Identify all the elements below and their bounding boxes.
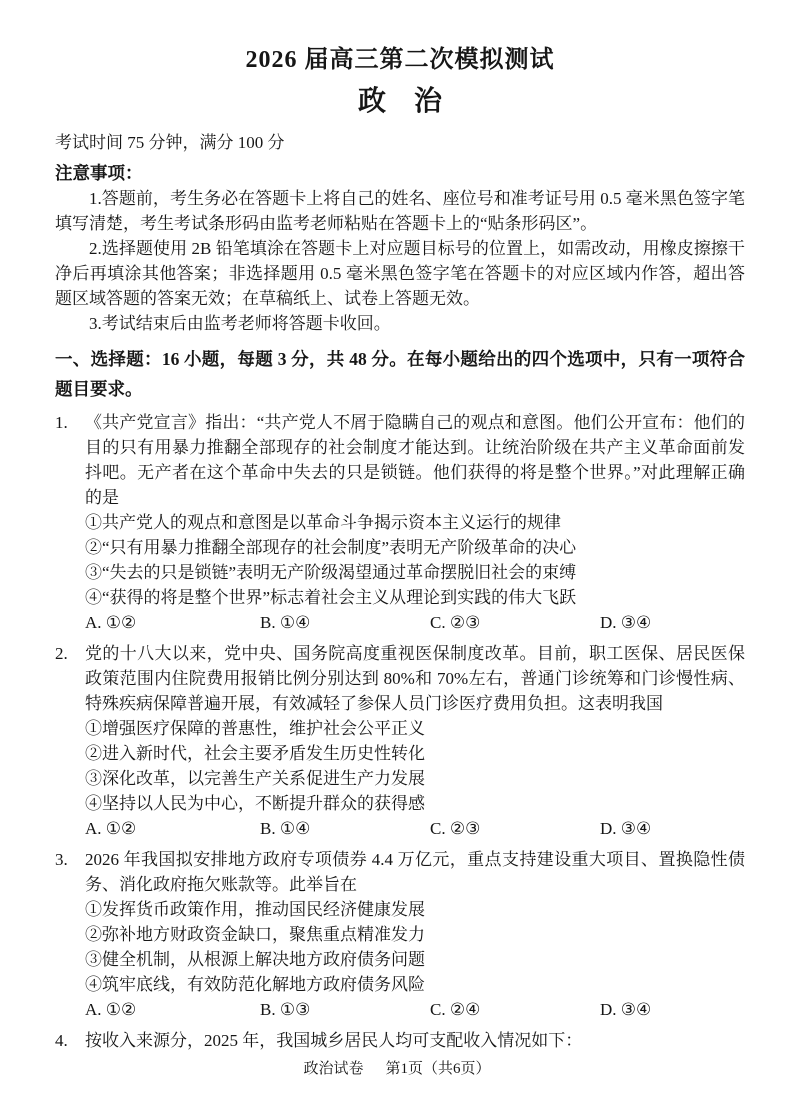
question-3-choice-b: B. ①③ xyxy=(260,1000,311,1019)
question-2-choice-d: D. ③④ xyxy=(600,819,652,838)
question-2-choice-c: C. ②③ xyxy=(430,819,481,838)
question-2-number: 2. xyxy=(55,644,68,663)
question-3-option-3: ③健全机制，从根源上解决地方政府债务问题 xyxy=(85,950,425,969)
question-2-body xyxy=(85,641,745,841)
page-footer xyxy=(0,1059,794,1079)
question-1 xyxy=(55,410,745,635)
question-3-option-4: ④筑牢底线，有效防范化解地方政府债务风险 xyxy=(85,975,425,994)
question-3-choice-a: A. ①② xyxy=(85,1000,137,1019)
question-2 xyxy=(55,641,745,841)
section-heading: 一、选择题：16 小题，每题 3 分，共 48 分。在每小题给出的四个选项中，只有一项符合题目要求。 xyxy=(55,349,745,399)
question-1-choice-a: A. ①② xyxy=(85,613,137,632)
notice-item-3: 3.考试结束后由监考老师将答题卡收回。 xyxy=(89,314,391,333)
question-1-choice-d: D. ③④ xyxy=(600,613,652,632)
question-1-choice-b: B. ①④ xyxy=(260,613,311,632)
question-4 xyxy=(55,1028,745,1053)
notice-item-1: 1.答题前，考生务必在答题卡上将自己的姓名、座位号和准考证号用 0.5 毫米黑色签字笔填写清楚，考生考试条形码由监考老师粘贴在答题卡上的“贴条形码区”。 xyxy=(55,189,745,233)
question-1-option-1: ①共产党人的观点和意图是以革命斗争揭示资本主义运行的规律 xyxy=(85,513,561,532)
exam-title: 2026 届高三第二次模拟测试 xyxy=(245,47,555,73)
question-1-option-3: ③“失去的只是锁链”表明无产阶级渴望通过革命摆脱旧社会的束缚 xyxy=(85,563,577,582)
footer-paper-label: 政治试卷 xyxy=(303,1061,364,1077)
question-3-answer-choices xyxy=(85,997,745,1022)
question-4-body xyxy=(85,1028,745,1053)
question-2-option-4: ④坚持以人民为中心，不断提升群众的获得感 xyxy=(85,794,425,813)
question-3-option-1: ①发挥货币政策作用，推动国民经济健康发展 xyxy=(85,900,425,919)
question-4-number: 4. xyxy=(55,1031,68,1050)
notice-heading: 注意事项： xyxy=(55,163,143,183)
question-2-stem: 党的十八大以来，党中央、国务院高度重视医保制度改革。目前，职工医保、居民医保政策范围内住院费用报销比例分别达到 80%和 70%左右，普通门诊统筹和门诊慢性病、特殊疾病保障普遍开展，有效减轻了参保人员门诊医疗费用负担。这表明我国 xyxy=(85,644,745,713)
question-1-stem: 《共产党宣言》指出：“共产党人不屑于隐瞒自己的观点和意图。他们公开宣布：他们的目的只有用暴力推翻全部现存的社会制度才能达到。让统治阶级在共产主义革命面前发抖吧。无产者在这个革命中失去的只是锁链。他们获得的将是整个世界。”对此理解正确的是 xyxy=(85,413,745,507)
question-1-answer-choices xyxy=(85,610,745,635)
question-2-choice-a: A. ①② xyxy=(85,819,137,838)
question-3 xyxy=(55,847,745,1022)
question-2-option-3: ③深化改革，以完善生产关系促进生产力发展 xyxy=(85,769,425,788)
question-3-option-2: ②弥补地方财政资金缺口，聚焦重点精准发力 xyxy=(85,925,425,944)
question-3-choice-d: D. ③④ xyxy=(600,1000,652,1019)
question-2-option-2: ②进入新时代，社会主要矛盾发生历史性转化 xyxy=(85,744,425,763)
question-3-choice-c: C. ②④ xyxy=(430,1000,481,1019)
footer-page-number: 第1页（共6页） xyxy=(385,1061,491,1077)
exam-info: 考试时间 75 分钟，满分 100 分 xyxy=(55,133,285,152)
question-1-body xyxy=(85,410,745,635)
question-1-option-4: ④“获得的将是整个世界”标志着社会主义从理论到实践的伟大飞跃 xyxy=(85,588,577,607)
exam-subject: 政 治 xyxy=(357,86,442,117)
question-4-stem: 按收入来源分，2025 年，我国城乡居民人均可支配收入情况如下： xyxy=(85,1031,583,1050)
question-1-option-2: ②“只有用暴力推翻全部现存的社会制度”表明无产阶级革命的决心 xyxy=(85,538,577,557)
question-3-number: 3. xyxy=(55,850,68,869)
question-1-number: 1. xyxy=(55,413,68,432)
question-3-body xyxy=(85,847,745,1022)
question-2-answer-choices xyxy=(85,816,745,841)
question-1-choice-c: C. ②③ xyxy=(430,613,481,632)
question-2-option-1: ①增强医疗保障的普惠性，维护社会公平正义 xyxy=(85,719,425,738)
question-3-stem: 2026 年我国拟安排地方政府专项债券 4.4 万亿元，重点支持建设重大项目、置换隐性债务、消化政府拖欠账款等。此举旨在 xyxy=(85,850,745,894)
notice-item-2: 2.选择题使用 2B 铅笔填涂在答题卡上对应题目标号的位置上，如需改动，用橡皮擦擦干净后再填涂其他答案；非选择题用 0.5 毫米黑色签字笔在答题卡的对应区域内作答，超出答题区域答题的答案无效；在草稿纸上、试卷上答题无效。 xyxy=(55,239,745,308)
question-2-choice-b: B. ①④ xyxy=(260,819,311,838)
